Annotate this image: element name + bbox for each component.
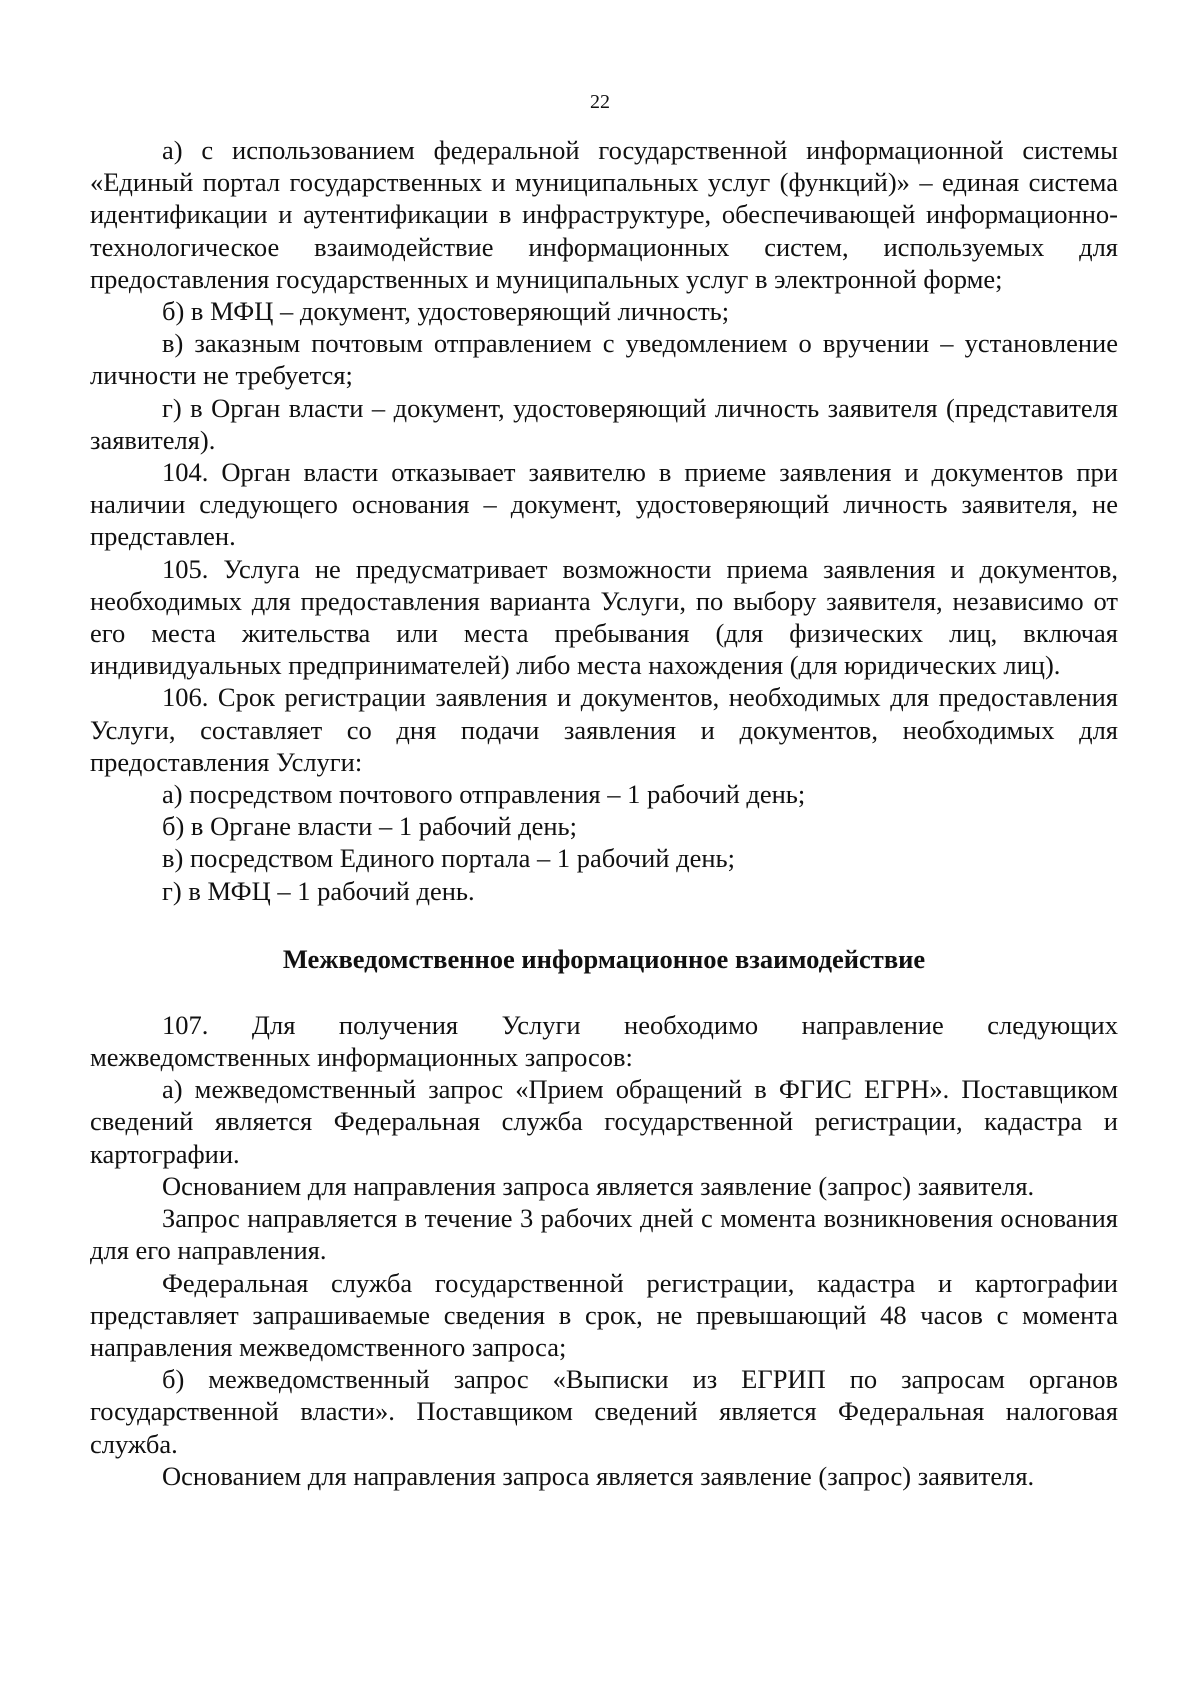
paragraph-106: 106. Срок регистрации заявления и документов, необходимых для предоставления Услуги, составляет со дня подачи заявления и документов, необходимых для предоставления Услуги:: [90, 682, 1118, 777]
paragraph-v-registered-mail: в) заказным почтовым отправлением с уведомлением о вручении – установление личности не требуется;: [90, 328, 1118, 391]
paragraph-107-b: б) межведомственный запрос «Выписки из ЕГРИП по запросам органов государственной власти». Поставщиком сведений является Федеральная налоговая служба.: [90, 1364, 1118, 1459]
paragraph-106-g: г) в МФЦ – 1 рабочий день.: [162, 875, 475, 906]
paragraph-107-a: а) межведомственный запрос «Прием обращений в ФГИС ЕГРН». Поставщиком сведений является Федеральная служба государственной регистрации, кадастра и картографии.: [90, 1074, 1118, 1169]
paragraph-107: 107. Для получения Услуги необходимо направление следующих межведомственных информационных запросов:: [90, 1009, 1118, 1073]
paragraph-105: 105. Услуга не предусматривает возможности приема заявления и документов, необходимых для предоставления варианта Услуги, по выбору заявителя, независимо от его места жительства или места пребывания (для физических лиц, включая индивидуальных предпринимателей) либо места нахождения (для юридических лиц).: [90, 553, 1118, 681]
paragraph-106-b: б) в Органе власти – 1 рабочий день;: [162, 811, 577, 842]
paragraph-104: 104. Орган власти отказывает заявителю в приеме заявления и документов при наличии следующего основания – документ, удостоверяющий личность заявителя, не представлен.: [90, 457, 1118, 552]
paragraph-a-portal: а) с использованием федеральной государственной информационной системы «Единый портал государственных и муниципальных услуг (функций)» – единая система идентификации и аутентификации в инфраструктуре, обеспечивающей информационно-технологическое взаимодействие информационных систем, используемых для предоставления государственных и муниципальных услуг в электронной форме;: [90, 135, 1118, 294]
paragraph-response-timing: Федеральная служба государственной регистрации, кадастра и картографии представляет запрашиваемые сведения в срок, не превышающий 48 часов с момента направления межведомственного запроса;: [90, 1267, 1118, 1362]
paragraph-106-a: а) посредством почтового отправления – 1 рабочий день;: [162, 779, 806, 810]
section-heading: Межведомственное информационное взаимодействие: [282, 943, 926, 974]
paragraph-basis-1: Основанием для направления запроса является заявление (запрос) заявителя.: [162, 1170, 1035, 1201]
page-number: 22: [590, 91, 610, 113]
paragraph-106-v: в) посредством Единого портала – 1 рабочий день;: [162, 843, 735, 874]
paragraph-request-timing: Запрос направляется в течение 3 рабочих дней с момента возникновения основания для его направления.: [90, 1203, 1118, 1266]
paragraph-b-mfc: б) в МФЦ – документ, удостоверяющий личность;: [162, 296, 730, 327]
paragraph-basis-2: Основанием для направления запроса является заявление (запрос) заявителя.: [162, 1460, 1035, 1491]
paragraph-g-authority: г) в Орган власти – документ, удостоверяющий личность заявителя (представителя заявителя).: [90, 392, 1118, 455]
document-body: [90, 134, 1118, 1492]
